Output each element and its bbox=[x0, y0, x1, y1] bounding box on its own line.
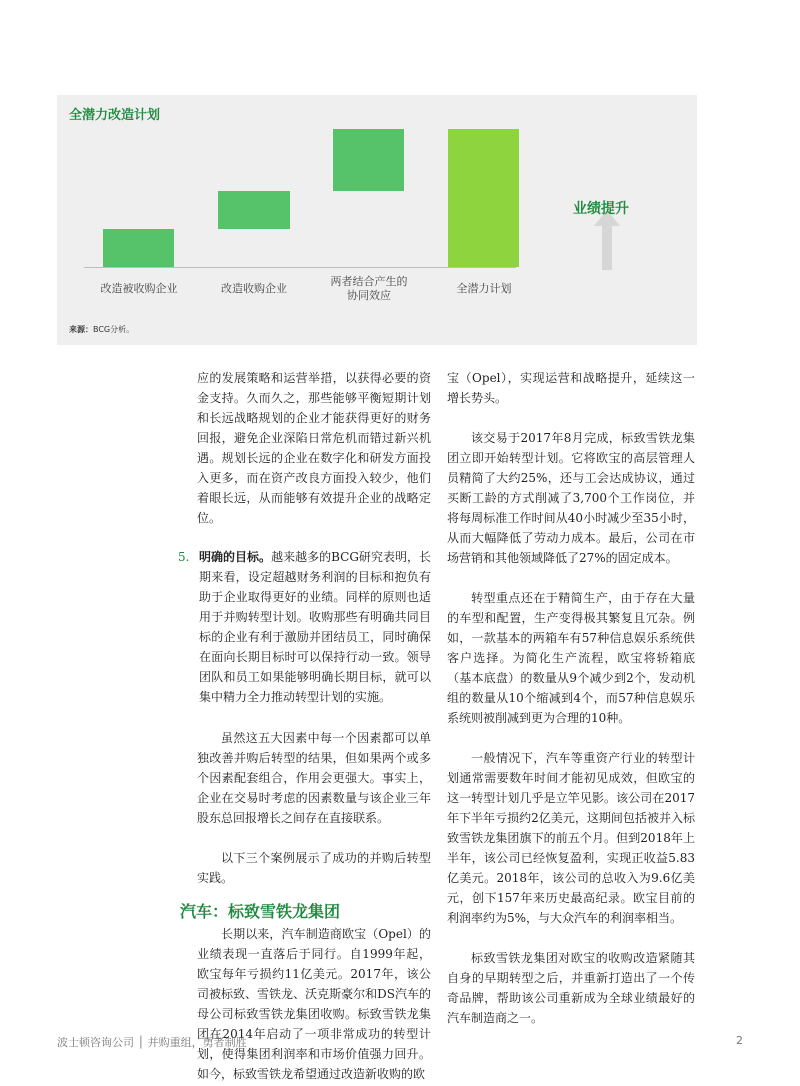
figure-title: 全潜力改造计划 bbox=[69, 108, 161, 123]
section-heading: 汽车：标致雪铁龙集团 bbox=[180, 902, 341, 921]
paragraph: 应的发展策略和运营举措，以获得必要的资金支持。久而久之，那些能够平衡短期计划和长远战略规划的企业才能获得更好的财务回报，避免企业深陷日常危机而错过新兴机遇。规划长远的企业在数字化和研发方面投入更多，而在资产改良方面投入较少，他们着眼长远，从而能够有效提升企业的战略定位。 bbox=[197, 371, 431, 525]
paragraph: 虽然这五大因素中每一个因素都可以单独改善并购后转型的结果，但如果两个或多个因素配套组合，作用会更强大。事实上，企业在交易时考虑的因素数量与该企业三年股东总回报增长之间存在直接联系。 bbox=[197, 731, 431, 825]
list-item-text: 越来越多的BCG研究表明，长期来看，设定超越财务利润的目标和抱负有助于企业取得更好的业绩。同样的原则也适用于并购转型计划。收购那些有明确共同目标的企业有利于激励并团结员工，同时确保在面向长期目标时可以保持行动一致。领导团队和员工如果能够明确长期目标，就可以集中精力全力推动转型计划的实施。 bbox=[199, 550, 431, 704]
paragraph: 长期以来，汽车制造商欧宝（Opel）的业绩表现一直落后于同行。自1999年起，欧宝每年亏损约11亿美元。2017年，该公司被标致、雪铁龙、沃克斯豪尔和DS汽车的母公司标致雪铁龙集团收购。标致雪铁龙集团在2014年启动了一项非常成功的转型计划，使得集团利润率和市场价值强力回升。如今，标致雪铁龙希望通过改造新收购的欧 bbox=[197, 927, 431, 1081]
left-column bbox=[178, 368, 431, 1084]
category-label: 改造被收购企业 bbox=[100, 282, 178, 295]
source-prefix: 来源： bbox=[69, 325, 93, 334]
performance-label: 业绩提升 bbox=[573, 201, 629, 217]
bar-acquiring-company bbox=[218, 191, 290, 229]
paragraph: 一般情况下，汽车等重资产行业的转型计划通常需要数年时间才能初见成效，但欧宝的这一转型计划几乎是立竿见影。该公司在2017年下半年亏损约2亿美元，这期间包括被并入标致雪铁龙集团旗下的前五个月。但到2018年上半年，该公司已经恢复盈利，实现正收益5.83亿美元。2018年，该公司的总收入为9.6亿美元，创下157年来历史最高纪录。欧宝目前的利润率约为5%，与大众汽车的利润率相当。 bbox=[447, 751, 695, 925]
page-number: 2 bbox=[736, 1034, 743, 1047]
figure-source bbox=[69, 324, 134, 335]
list-item-5 bbox=[178, 547, 431, 707]
paragraph: 转型重点还在于精简生产，由于存在大量的车型和配置，生产变得极其繁复且冗杂。例如，一款基本的两箱车有57种信息娱乐系统供客户选择。为简化生产流程，欧宝将轿箱底（基本底盘）的数量从9个减少到2个，发动机组的数量从10个缩减到4个，而57种信息娱乐系统则被削减到更为合理的10种。 bbox=[447, 591, 695, 725]
paragraph: 宝（Opel），实现运营和战略提升，延续这一增长势头。 bbox=[447, 371, 695, 405]
paragraph: 该交易于2017年8月完成，标致雪铁龙集团立即开始转型计划。它将欧宝的高层管理人员精简了大约25%，还与工会达成协议，通过买断工龄的方式削减了3,700个工作岗位，并将每周标准工作时间从40小时减少至35小时，从而大幅降低了劳动力成本。最后，公司在市场营销和其他领域降低了27%的固定成本。 bbox=[447, 431, 695, 565]
category-label: 全潜力计划 bbox=[456, 282, 512, 295]
list-number: 5. bbox=[178, 550, 190, 564]
bar-synergy bbox=[333, 129, 404, 191]
paragraph: 以下三个案例展示了成功的并购后转型实践。 bbox=[197, 851, 431, 885]
paragraph: 标致雪铁龙集团对欧宝的收购改造紧随其自身的早期转型之后，并重新打造出了一个传奇品牌，帮助该公司重新成为全球业绩最好的汽车制造商之一。 bbox=[447, 951, 695, 1025]
footer-publication: 波士顿咨询公司 │ 并购重组，勇者制胜 bbox=[57, 1036, 247, 1049]
up-arrow-icon bbox=[594, 210, 620, 270]
right-column bbox=[447, 368, 695, 1028]
bar-acquired-company bbox=[103, 229, 174, 267]
bar-full-potential bbox=[448, 129, 519, 267]
chart-baseline bbox=[84, 267, 516, 268]
figure-panel bbox=[57, 95, 697, 345]
source-text: BCG分析。 bbox=[93, 325, 135, 334]
category-label: 改造收购企业 bbox=[221, 282, 287, 295]
list-item-heading: 明确的目标。 bbox=[199, 550, 272, 564]
category-label: 两者结合产生的 协同效应 bbox=[330, 275, 408, 302]
